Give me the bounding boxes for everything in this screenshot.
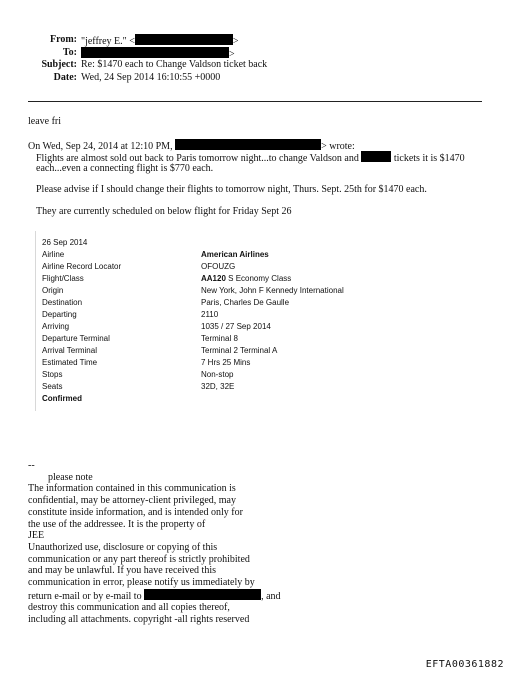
- email-line-suffix: , and: [261, 590, 281, 602]
- from-row: [0, 34, 512, 47]
- flight-row: [42, 297, 421, 309]
- flight-status: [42, 393, 421, 405]
- subject-value: Re: $1470 each to Change Valdson ticket back: [81, 59, 268, 71]
- disclaimer-line: the use of the addressee. It is the property of: [28, 518, 206, 530]
- disclaimer-line: communication or any part thereof is strictly prohibited: [28, 553, 250, 565]
- disclaimer-email-line: [28, 589, 281, 603]
- flight-row: [42, 285, 421, 297]
- redacted-sender: [175, 139, 321, 150]
- redacted-name: [361, 151, 391, 162]
- signature-dashes: --: [28, 460, 35, 471]
- disclaimer-line: destroy this communication and all copies thereof,: [28, 602, 230, 614]
- flight-row: [42, 261, 421, 273]
- flight-status-text: Confirmed: [42, 394, 82, 403]
- flight-row: [42, 309, 421, 321]
- redacted-email: [144, 589, 261, 600]
- flight-row: [42, 273, 421, 285]
- flight-row-value: Terminal 8: [201, 334, 238, 343]
- flight-row-value: 7 Hrs 25 Mins: [201, 358, 251, 367]
- to-row: [0, 47, 512, 60]
- flight-row-value: Terminal 2 Terminal A: [201, 346, 278, 355]
- from-name: "jeffrey E." <: [81, 36, 135, 47]
- flight-row-label: Destination: [42, 298, 83, 307]
- to-label: To:: [62, 46, 77, 58]
- disclaimer-line: communication in error, please notify us immediately by: [28, 577, 255, 589]
- header-divider: [28, 101, 482, 102]
- quote-line-1-suffix: tickets it is $1470: [393, 153, 465, 164]
- disclaimer-line: including all attachments. copyright -all rights reserved: [28, 614, 250, 626]
- flight-row-value: Non-stop: [201, 370, 234, 379]
- flight-row-value: American Airlines: [201, 250, 269, 259]
- flight-row-label: Seats: [42, 382, 63, 391]
- document-id: EFTA00361882: [425, 659, 504, 670]
- flight-date: [42, 237, 421, 249]
- flight-row-label: Departure Terminal: [42, 334, 110, 343]
- flight-row-label: Flight/Class: [42, 274, 84, 283]
- flight-row-label: Departing: [42, 310, 77, 319]
- flight-row-value: [201, 273, 291, 285]
- flight-row: [42, 369, 421, 381]
- date-value: Wed, 24 Sep 2014 16:10:55 +0000: [81, 71, 221, 83]
- flight-row-value: OFOUZG: [201, 262, 236, 271]
- subject-row: [0, 59, 512, 72]
- quote-line-4: They are currently scheduled on below flight for Friday Sept 26: [36, 206, 292, 217]
- to-tail: >: [229, 48, 235, 60]
- email-line-prefix: return e-mail or by e-mail to: [28, 590, 142, 602]
- flight-row: [42, 381, 421, 393]
- quote-line-1-prefix: Flights are almost sold out back to Paris tomorrow night...to change Valdson and: [36, 153, 359, 164]
- flight-row-label: Arriving: [42, 322, 70, 331]
- disclaimer-line: The information contained in this communication is: [28, 483, 236, 495]
- quote-intro-suffix: > wrote:: [321, 141, 355, 152]
- redacted-to-email: [81, 47, 229, 58]
- flight-date-text: 26 Sep 2014: [42, 238, 88, 247]
- flight-row-label: Estimated Time: [42, 358, 98, 367]
- date-label: Date:: [53, 71, 77, 83]
- flight-row: [42, 333, 421, 345]
- flight-row-label: Stops: [42, 370, 63, 379]
- reply-text: leave fri: [28, 116, 62, 127]
- quote-line-3: Please advise if I should change their flights to tomorrow night, Thurs. Sept. 25th for $1470 each.: [36, 184, 427, 195]
- flight-row-label: Airline: [42, 250, 65, 259]
- flight-details: [35, 231, 421, 411]
- flight-row-label: Origin: [42, 286, 64, 295]
- flight-row-label: Airline Record Locator: [42, 262, 122, 271]
- subject-label: Subject:: [41, 59, 77, 71]
- date-row: [0, 72, 512, 85]
- flight-class: S Economy Class: [228, 274, 292, 283]
- from-label: From:: [49, 34, 77, 45]
- flight-row-value: 2110: [201, 310, 219, 319]
- signature-block: [28, 460, 281, 626]
- flight-row-value: Paris, Charles De Gaulle: [201, 298, 290, 307]
- flight-row-label: Arrival Terminal: [42, 346, 97, 355]
- disclaimer-line: Unauthorized use, disclosure or copying of this: [28, 541, 218, 553]
- redacted-from-email: [135, 34, 233, 45]
- from-tail: >: [232, 36, 239, 47]
- flight-row: [42, 249, 421, 261]
- disclaimer-line: confidential, may be attorney-client privileged, may: [28, 495, 236, 507]
- flight-row: [42, 345, 421, 357]
- flight-number: AA120: [201, 274, 226, 283]
- flight-row-value: 1035 / 27 Sep 2014: [201, 322, 271, 331]
- flight-row: [42, 357, 421, 369]
- quote-intro-prefix: On Wed, Sep 24, 2014 at 12:10 PM,: [28, 141, 173, 152]
- flight-row-value: New York, John F Kennedy International: [201, 286, 344, 295]
- please-note: please note: [48, 471, 93, 483]
- flight-row: [42, 321, 421, 333]
- disclaimer-line: JEE: [28, 530, 45, 542]
- quote-line-2: each...even a connecting flight is $770 each.: [36, 163, 214, 174]
- disclaimer-line: and may be unlawful. If you have received this: [28, 565, 216, 577]
- flight-row-value: 32D, 32E: [201, 382, 235, 391]
- email-header: [0, 34, 512, 84]
- disclaimer-line: constitute inside information, and is intended only for: [28, 506, 243, 518]
